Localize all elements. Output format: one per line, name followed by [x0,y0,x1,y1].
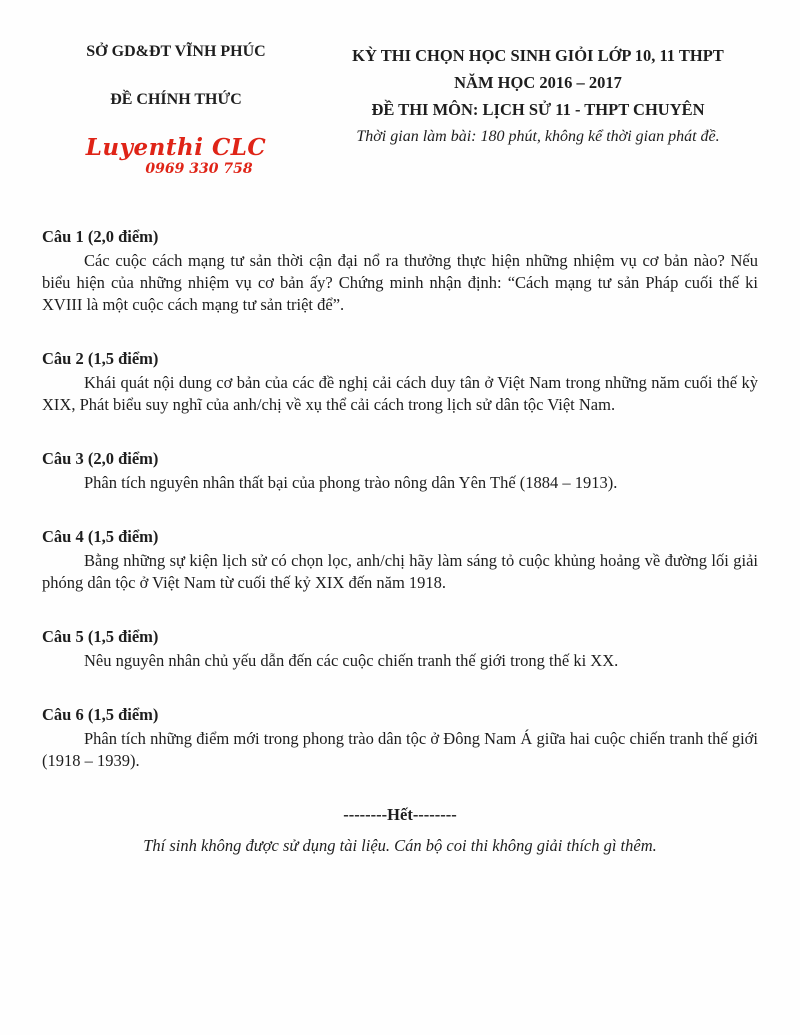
logo-phone-number: 0969 330 758 [145,161,253,177]
question-3 [42,448,758,494]
question-5-label: Câu 5 (1,5 điểm) [42,627,159,646]
department-name: SỞ GD&ĐT VĨNH PHÚC [86,43,266,60]
question-4 [42,526,758,594]
exam-subject-line: ĐỀ THI MÔN: LỊCH SỬ 11 - THPT CHUYÊN [371,100,705,119]
exam-title-line: KỲ THI CHỌN HỌC SINH GIỎI LỚP 10, 11 THPT [352,46,724,65]
exam-duration-line: Thời gian làm bài: 180 phút, không kể thời gian phát đề. [356,128,720,145]
question-6-label: Câu 6 (1,5 điểm) [42,705,159,724]
question-2 [42,348,758,416]
question-3-text: Phân tích nguyên nhân thất bại của phong trào nông dân Yên Thế (1884 – 1913). [84,473,618,492]
question-6 [42,704,758,772]
logo-name-text: Luyenthi CLC [85,134,267,161]
questions-section [42,226,758,772]
luyenthi-clc-logo [42,136,310,176]
document-footer [42,804,758,857]
official-exam-label: ĐỀ CHÍNH THỨC [110,91,242,108]
exam-rules-note: Thí sinh không được sử dụng tài liệu. Cán bộ coi thi không giải thích gì thêm. [143,836,657,855]
question-2-text: Khái quát nội dung cơ bản của các đề nghị cải cách duy tân ở Việt Nam trong những năm cuối thế kỳ XIX, Phát biểu suy nghĩ của anh/chị về xụ thể cải cách trong lịch sử dân tộc Việt Nam. [42,373,758,414]
question-1 [42,226,758,316]
question-5 [42,626,758,672]
question-3-label: Câu 3 (2,0 điểm) [42,449,159,468]
header-right-column [310,42,758,150]
header-left-column [42,42,310,176]
question-4-label: Câu 4 (1,5 điểm) [42,527,159,546]
question-4-text: Bằng những sự kiện lịch sử có chọn lọc, anh/chị hãy làm sáng tỏ cuộc khủng hoảng về đường lối giải phóng dân tộc ở Việt Nam từ cuối thế kỷ XIX đến năm 1918. [42,551,758,592]
question-2-label: Câu 2 (1,5 điểm) [42,349,159,368]
document-header [42,42,758,176]
question-6-text: Phân tích những điểm mới trong phong trào dân tộc ở Đông Nam Á giữa hai cuộc chiến tranh thế giới (1918 – 1939). [42,729,758,770]
question-1-text: Các cuộc cách mạng tư sản thời cận đại nổ ra thưởng thực hiện những nhiệm vụ cơ bản nào? Nếu biểu hiện của những nhiệm vụ cơ bản ấy? Chứng minh nhận định: “Cách mạng tư sản Pháp cuối thế ki XVIII là một cuộc cách mạng tư sản triệt để”. [42,251,758,314]
exam-year-line: NĂM HỌC 2016 – 2017 [454,73,622,92]
question-5-text: Nêu nguyên nhân chủ yếu dẫn đến các cuộc chiến tranh thế giới trong thế ki XX. [84,651,619,670]
end-marker: --------Hết-------- [343,805,457,824]
question-1-label: Câu 1 (2,0 điểm) [42,227,159,246]
